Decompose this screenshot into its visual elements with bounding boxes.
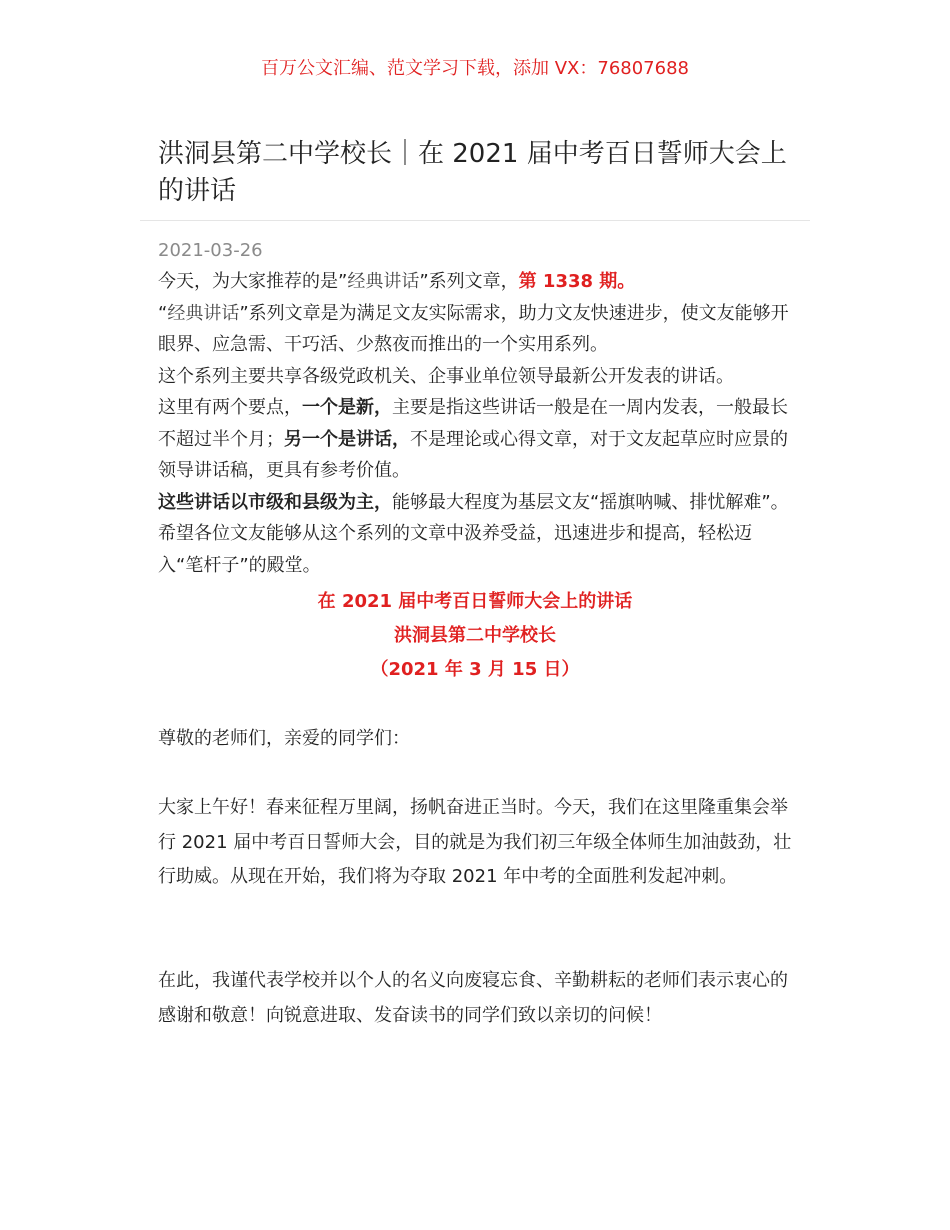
issue-number: 第 1338 期。 [518,271,636,292]
speech-date: （2021 年 3 月 15 日） [370,659,580,680]
speech-speaker: 洪洞县第二中学校长 [394,625,556,646]
speech-greeting: 尊敬的老师们，亲爱的同学们： [158,728,410,749]
intro-p4-rest: 不是理论或心得文章，对于文友起草应时应景的领导讲话稿，更具有参考价值。 [158,428,788,481]
speech-heading: 在 2021 届中考百日誓师大会上的讲话 [317,591,633,612]
intro-line-1-mid: ”系列文章， [419,271,519,292]
intro-p2-open: “ [158,302,168,324]
intro-p4-pre: 这里有两个要点， [158,397,302,418]
intro-line-1-pre: 今天，为大家推荐的是” [158,271,348,292]
intro-paragraph-4 [158,392,794,487]
intro-p4-mid: 主要是指这些讲话一般是在一周内发表，一般最长不超过半个月； [158,397,788,450]
intro-p5-rest: 能够最大程度为基层文友“摇旗呐喊、排忧解难”。希望各位文友能够从这个系列的文章中汲养受益，迅速进步和提高，轻松迈入“笔杆子”的殿堂。 [158,491,789,576]
intro-line-1 [158,266,794,298]
speech-paragraph-2: 在此，我谨代表学校并以个人的名义向废寝忘食、辛勤耕耘的老师们表示衷心的感谢和敬意！向锐意进取、发奋读书的同学们致以亲切的问候！ [158,970,788,1026]
series-name-2: 经典讲话 [167,302,240,324]
speech-paragraph-1: 大家上午好！春来征程万里阔，扬帆奋进正当时。今天，我们在这里隆重集会举行 2021 届中考百日誓师大会，目的就是为我们初三年级全体师生加油鼓劲，壮行助威。从现在开始，我们将为夺取 2021 年中考的全面胜利发起冲刺。 [158,797,792,887]
point-one: 一个是新， [302,397,392,418]
intro-p5-bold: 这些讲话以市级和县级为主， [158,491,392,513]
intro-section [158,266,794,581]
point-two: 另一个是讲话， [284,428,410,450]
intro-p2-rest: ”系列文章是为满足文友实际需求，助力文友快速进步，使文友能够开眼界、应急需、干巧活、少熬夜而推出的一个实用系列。 [158,302,789,355]
series-name: 经典讲话 [347,271,420,292]
title-divider [140,220,810,221]
watermark-banner: 百万公文汇编、范文学习下载，添加 VX：76807688 [261,58,689,79]
intro-paragraph-2 [158,298,794,361]
intro-paragraph-3: 这个系列主要共享各级党政机关、企事业单位领导最新公开发表的讲话。 [158,365,734,387]
intro-paragraph-5 [158,487,794,582]
article-title: 洪洞县第二中学校长｜在 2021 届中考百日誓师大会上的讲话 [158,139,787,206]
publish-date: 2021-03-26 [158,240,263,261]
